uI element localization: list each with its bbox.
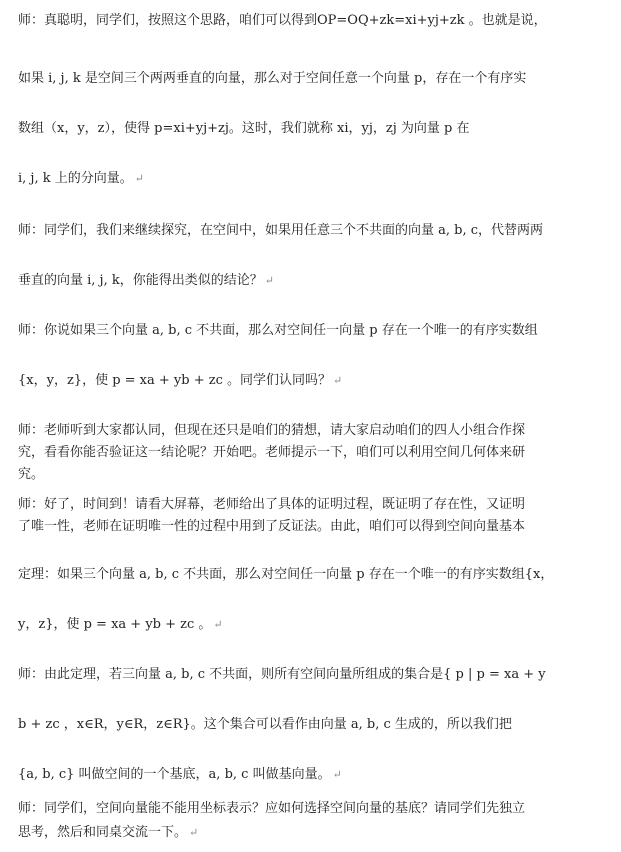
- paragraph-mark-icon: ↵: [264, 274, 274, 287]
- text-line: y，z}，使 p = xa + yb + zc 。 ↵: [18, 617, 223, 632]
- text-line: 究。: [18, 467, 45, 482]
- text-line: 师：真聪明，同学们，按照这个思路，咱们可以得到OP=OQ+zk=xi+yj+zk 。也就是说，: [18, 13, 547, 28]
- paragraph-mark-icon: ↵: [333, 374, 343, 387]
- text-line: 师：同学们，我们来继续探究，在空间中，如果用任意三个不共面的向量 a, b, c，代替两两: [18, 223, 544, 238]
- text-line: {x，y，z}，使 p = xa + yb + zc 。同学们认同吗？ ↵: [18, 373, 343, 388]
- text-line: 垂直的向量 i, j, k，你能得出类似的结论？ ↵: [18, 273, 274, 288]
- paragraph-mark-icon: ↵: [189, 826, 199, 839]
- text-line: 了唯一性，老师在证明唯一性的过程中用到了反证法。由此，咱们可以得到空间向量基本: [18, 519, 526, 534]
- text-line: 师：你说如果三个向量 a, b, c 不共面，那么对空间任一向量 p 存在一个唯一的有序实数组: [18, 323, 538, 338]
- text-line: i, j, k 上的分向量。 ↵: [18, 171, 144, 186]
- text-line: 如果 i, j, k 是空间三个两两垂直的向量，那么对于空间任意一个向量 p，存在一个有序实: [18, 71, 527, 86]
- text-line: 定理：如果三个向量 a, b, c 不共面，那么对空间任一向量 p 存在一个唯一的有序实数组{x，: [18, 567, 554, 582]
- text-line: {a, b, c} 叫做空间的一个基底，a, b, c 叫做基向量。 ↵: [18, 767, 342, 782]
- text-line: 师：同学们，空间向量能不能用坐标表示？应如何选择空间向量的基底？请同学们先独立: [18, 801, 526, 816]
- text-line: b + zc ，x∈R，y∈R，z∈R}。这个集合可以看作由向量 a, b, c 生成的，所以我们把: [18, 717, 512, 732]
- paragraph-mark-icon: ↵: [213, 618, 223, 631]
- text-line: 数组（x，y，z），使得 p=xi+yj+zj。这时，我们就称 xi，yj，zj 为向量 p 在: [18, 121, 470, 136]
- paragraph-mark-icon: ↵: [332, 768, 342, 781]
- text-line: 思考，然后和同桌交流一下。 ↵: [18, 825, 199, 840]
- text-line: 师：好了，时间到！请看大屏幕，老师给出了具体的证明过程，既证明了存在性，又证明: [18, 497, 526, 512]
- text-line: 究，看看你能否验证这一结论呢？开始吧。老师提示一下，咱们可以利用空间几何体来研: [18, 445, 526, 460]
- text-line: 师：由此定理，若三向量 a, b, c 不共面，则所有空间向量所组成的集合是{ p | p = xa + y: [18, 667, 546, 682]
- text-line: 师：老师听到大家都认同，但现在还只是咱们的猜想，请大家启动咱们的四人小组合作探: [18, 423, 526, 438]
- paragraph-mark-icon: ↵: [134, 172, 144, 185]
